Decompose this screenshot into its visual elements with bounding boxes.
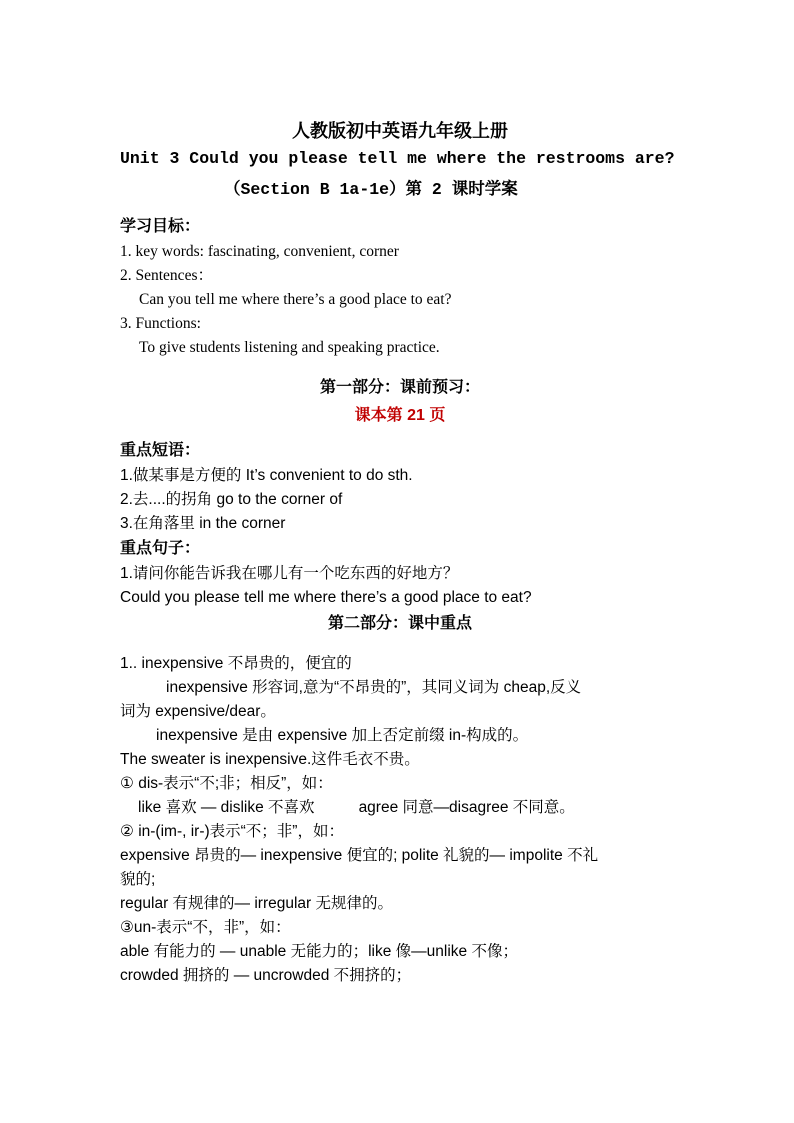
phrase-item: 3.在角落里 in the corner	[120, 515, 286, 532]
phrases-heading: 重点短语：	[120, 442, 201, 459]
note-line: 词为 expensive/dear。	[120, 703, 276, 720]
phrase-item: 2.去....的拐角 go to the corner of	[120, 491, 343, 508]
note-line: 1.. inexpensive 不昂贵的，便宜的	[120, 655, 352, 672]
note-line: able 有能力的 — unable 无能力的；like 像—unlike 不像；	[120, 943, 518, 960]
note-line: The sweater is inexpensive.这件毛衣不贵。	[120, 751, 420, 768]
part2-heading: 第二部分：课中重点	[327, 615, 472, 632]
note-line: ① dis-表示“不;非；相反”，如：	[120, 775, 333, 792]
sentences-heading: 重点句子：	[120, 540, 201, 557]
part1-heading: 第一部分：课前预习：	[319, 379, 480, 396]
notes-block	[120, 652, 680, 988]
objective-item-3-detail: To give students listening and speaking practice.	[139, 339, 440, 356]
title-unit: Unit 3 Could you please tell me where the restrooms are?	[120, 149, 675, 168]
title-section: （Section B 1a-1e）第 2 课时学案	[224, 180, 518, 199]
note-line: inexpensive 形容词,意为“不昂贵的”，其同义词为 cheap,反义	[166, 679, 582, 696]
title-chinese: 人教版初中英语九年级上册	[292, 121, 508, 141]
note-segment: agree 同意—disagree 不同意。	[358, 799, 575, 816]
sentences-list	[120, 562, 680, 610]
objective-item-2-detail: Can you tell me where there’s a good place to eat?	[139, 291, 452, 308]
document-page	[120, 118, 680, 988]
objectives-heading: 学习目标：	[120, 218, 201, 235]
note-segment: like 喜欢 — dislike 不喜欢	[138, 799, 315, 816]
note-line: regular 有规律的— irregular 无规律的。	[120, 895, 394, 912]
note-line: expensive 昂贵的— inexpensive 便宜的; polite 礼貌的— impolite 不礼	[120, 847, 599, 864]
textbook-page-note: 课本第 21 页	[354, 407, 446, 424]
note-line: ② in-(im-, ir-)表示“不；非”，如：	[120, 823, 344, 840]
note-line-pair	[120, 796, 680, 820]
phrase-item: 1.做某事是方便的 It’s convenient to do sth.	[120, 467, 413, 484]
sentence-english: Could you please tell me where there’s a good place to eat?	[120, 589, 532, 606]
note-line: inexpensive 是由 expensive 加上否定前缀 in-构成的。	[156, 727, 529, 744]
objective-item-2: 2. Sentences：	[120, 267, 213, 284]
note-line: ③un-表示“不，非”，如：	[120, 919, 291, 936]
note-line: crowded 拥挤的 — uncrowded 不拥挤的；	[120, 967, 412, 984]
phrases-list	[120, 464, 680, 536]
objectives-list	[120, 240, 680, 360]
note-line: 貌的;	[120, 871, 156, 888]
sentence-chinese: 1.请问你能告诉我在哪儿有一个吃东西的好地方？	[120, 565, 459, 582]
document-header	[120, 118, 680, 144]
objective-item-1: 1. key words: fascinating, convenient, corner	[120, 243, 399, 260]
objective-item-3: 3. Functions:	[120, 315, 201, 332]
